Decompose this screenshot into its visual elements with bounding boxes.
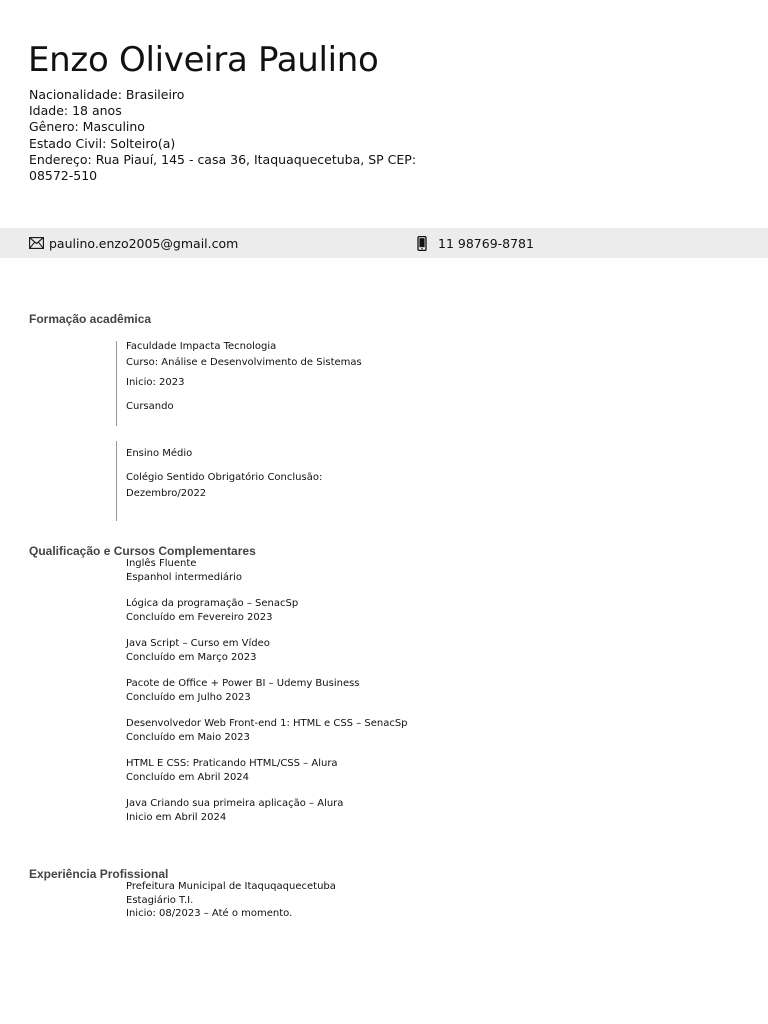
- course-detail: Concluído em Maio 2023: [126, 731, 250, 743]
- school-name: Colégio Sentido Obrigatório Conclusão:: [126, 472, 323, 483]
- list-item: [126, 557, 408, 584]
- education-entry-highschool: [116, 441, 323, 521]
- course-detail: Concluído em Abril 2024: [126, 771, 250, 783]
- candidate-name: Enzo Oliveira Paulino: [28, 40, 379, 80]
- course-title: Inglês Fluente: [126, 558, 197, 569]
- address: Endereço: Rua Piauí, 145 - casa 36, Itaquaquecetuba, SP CEP: 08572-510: [29, 151, 417, 184]
- gender: Gênero: Masculino: [29, 119, 145, 135]
- institution-name: Faculdade Impacta Tecnologia: [126, 341, 277, 352]
- marital-status: Estado Civil: Solteiro(a): [29, 135, 176, 151]
- courses-heading: Qualificação e Cursos Complementares: [29, 544, 256, 558]
- job-period: Inicio: 08/2023 – Até o momento.: [126, 908, 293, 919]
- course-detail: Concluído em Julho 2023: [126, 691, 251, 703]
- list-item: [126, 757, 408, 784]
- education-level-title: Ensino Médio: [126, 448, 193, 459]
- phone-number[interactable]: 11 98769-8781: [438, 235, 534, 251]
- email-address[interactable]: paulino.enzo2005@gmail.com: [49, 235, 239, 251]
- list-item: [126, 797, 408, 824]
- contact-bar: [0, 228, 768, 258]
- course-name: Curso: Análise e Desenvolvimento de Sistemas: [126, 357, 362, 368]
- course-detail: Espanhol intermediário: [126, 571, 243, 583]
- education-entry-university: [116, 341, 362, 426]
- experience-list: [126, 880, 336, 921]
- age: Idade: 18 anos: [29, 103, 122, 119]
- personal-details: [29, 87, 429, 184]
- course-title: Desenvolvedor Web Front-end 1: HTML e CSS – SenacSp: [126, 718, 408, 729]
- email-contact[interactable]: [29, 228, 238, 258]
- course-title: Pacote de Office + Power BI – Udemy Business: [126, 678, 360, 689]
- courses-list: [126, 557, 408, 837]
- job-title: Estagiário T.I.: [126, 894, 194, 906]
- course-detail: Inicio em Abril 2024: [126, 811, 227, 823]
- employer-name: Prefeitura Municipal de Itaquqaquecetuba: [126, 881, 336, 892]
- mobile-phone-icon: [416, 236, 433, 251]
- envelope-icon: [29, 237, 49, 249]
- nationality: Nacionalidade: Brasileiro: [29, 87, 185, 102]
- list-item: [126, 677, 408, 704]
- course-detail: Concluído em Março 2023: [126, 651, 257, 663]
- start-date: Inicio: 2023: [126, 377, 185, 388]
- course-title: Java Criando sua primeira aplicação – Alura: [126, 798, 344, 809]
- completion-date: Dezembro/2022: [126, 488, 207, 499]
- course-title: Java Script – Curso em Vídeo: [126, 638, 270, 649]
- phone-contact[interactable]: [416, 228, 534, 258]
- list-item: [126, 717, 408, 744]
- course-title: HTML E CSS: Praticando HTML/CSS – Alura: [126, 758, 338, 769]
- list-item: [126, 597, 408, 624]
- education-heading: Formação acadêmica: [29, 312, 152, 326]
- course-title: Lógica da programação – SenacSp: [126, 598, 299, 609]
- education-status: Cursando: [126, 401, 174, 412]
- course-detail: Concluído em Fevereiro 2023: [126, 611, 273, 623]
- experience-heading: Experiência Profissional: [29, 867, 169, 881]
- list-item: [126, 637, 408, 664]
